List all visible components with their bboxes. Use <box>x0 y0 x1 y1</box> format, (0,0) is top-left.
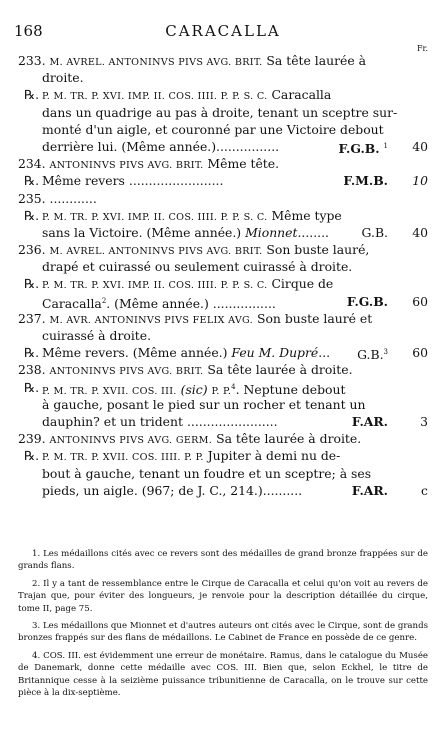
footnote-3: 3. Les médaillons que Mionnet et d'autres auteurs ont cités avec le Cirque, sont de grands bronzes frappés sur des flans de médaillons. Le Cabinet de France en possède de ce genre. <box>18 621 428 644</box>
footnote-1: 1. Les médaillons cités avec ce revers sont des médailles de grand bronze frappées sur de grands flans. <box>18 549 428 572</box>
column-head: Fr. <box>416 44 428 53</box>
entry-233: 233. M. AVREL. ANTONINVS PIVS AVG. BRIT. Sa tête laurée à <box>18 53 367 68</box>
entry-234: 234. ANTONINVS PIVS AVG. BRIT. Même tête. <box>18 156 280 172</box>
entry-239: 239. ANTONINVS PIVS AVG. GERM. Sa tête laurée à droite. <box>18 431 362 447</box>
catalogue-body: 233. M. AVREL. ANTONINVS PIVS AVG. BRIT. Sa tête laurée à droite. ℞. P. M. TR. P. XVI. IMP. II. COS. IIII. P. P. S. C. Caracalla dans un quadrige au pas à droite, tenant un sceptre sur- monté d'un aigle, et couronné par une Victoire debout derrière lui. (Même année.)................ F.G.B. $^1$ 40 234. ANTONINVS PIVS AVG. BRIT. Même tête. ℞. Même revers ........................ F.M.B. 10 235. ............ ℞. P. M. TR. P. XVI. IMP. II. COS. IIII. P. P. S. C. Même type sans la Victoire. (Même année.) Mionnet........ G.B. 40 236. M. AVREL. ANTONINVS PIVS AVG. BRIT. Son buste lauré, drapé et cuirassé ou seulement cuirassé à droite. ℞. P. M. TR. P. XVI. IMP. II. COS. IIII. P. P. S. C. Cirque de Caracalla$^2$. (Même année.) ................ F.G.B. 60 237. M. AVR. ANTONINVS PIVS FELIX AVG. Son buste lauré et cuirassé à droite. ℞. Même revers. (Même année.) Feu M. Dupré... G.B.$^3$ 60 238. ANTONINVS PIVS AVG. BRIT. Sa tête laurée à droite. ℞. P. M. TR. P. XVII. COS. III. (sic) P. P.$^4$. Neptune debout à gauche, posant le pied sur un rocher et tenant un dauphin? et un trident ....................... F.AR. 3 239. ANTONINVS PIVS AVG. GERM. Sa tête laurée à droite. ℞. P. M. TR. P. XVII. COS. IIII. P. P. Jupiter à demi nu de- bout à gauche, tenant un foudre et un sceptre; à ses pieds, un aigle. (967; de J. C., 214.).......... F.AR. c <box>18 53 428 498</box>
footnote-2: 2. Il y a tant de ressemblance entre le Cirque de Caracalla et celui qu'on voit au revers de Trajan que, pour éviter des longueurs, je renvoie pour la description détaillée du cirque, tome II, page 75. <box>18 578 428 614</box>
footnotes <box>18 548 428 704</box>
entry-237: 237. M. AVR. ANTONINVS PIVS FELIX AVG. Son buste lauré et <box>18 310 373 326</box>
page-header <box>0 22 446 42</box>
entry-236: 236. M. AVREL. ANTONINVS PIVS AVG. BRIT. Son buste lauré, <box>18 242 370 258</box>
entry-235: 235. ............ <box>18 190 97 206</box>
reverse-233: ℞. P. M. TR. P. XVI. IMP. II. COS. IIII. P. P. S. C. Caracalla <box>24 87 332 103</box>
entry-238: 238. ANTONINVS PIVS AVG. BRIT. Sa tête laurée à droite. <box>18 362 353 378</box>
page-number: 168 <box>14 22 43 40</box>
running-title: CARACALLA <box>165 22 281 40</box>
footnote-4: 4. COS. III. est évidemment une erreur de monétaire. Ramus, dans le catalogue du Musée de Danemark, donne cette médaille avec COS. III. Bien que, selon Eckhel, le titre de Britannique cesse à la seizième puissance tribunitienne de Caracalla, on le trouve sur cette pièce à la dix-septième. <box>18 650 428 699</box>
